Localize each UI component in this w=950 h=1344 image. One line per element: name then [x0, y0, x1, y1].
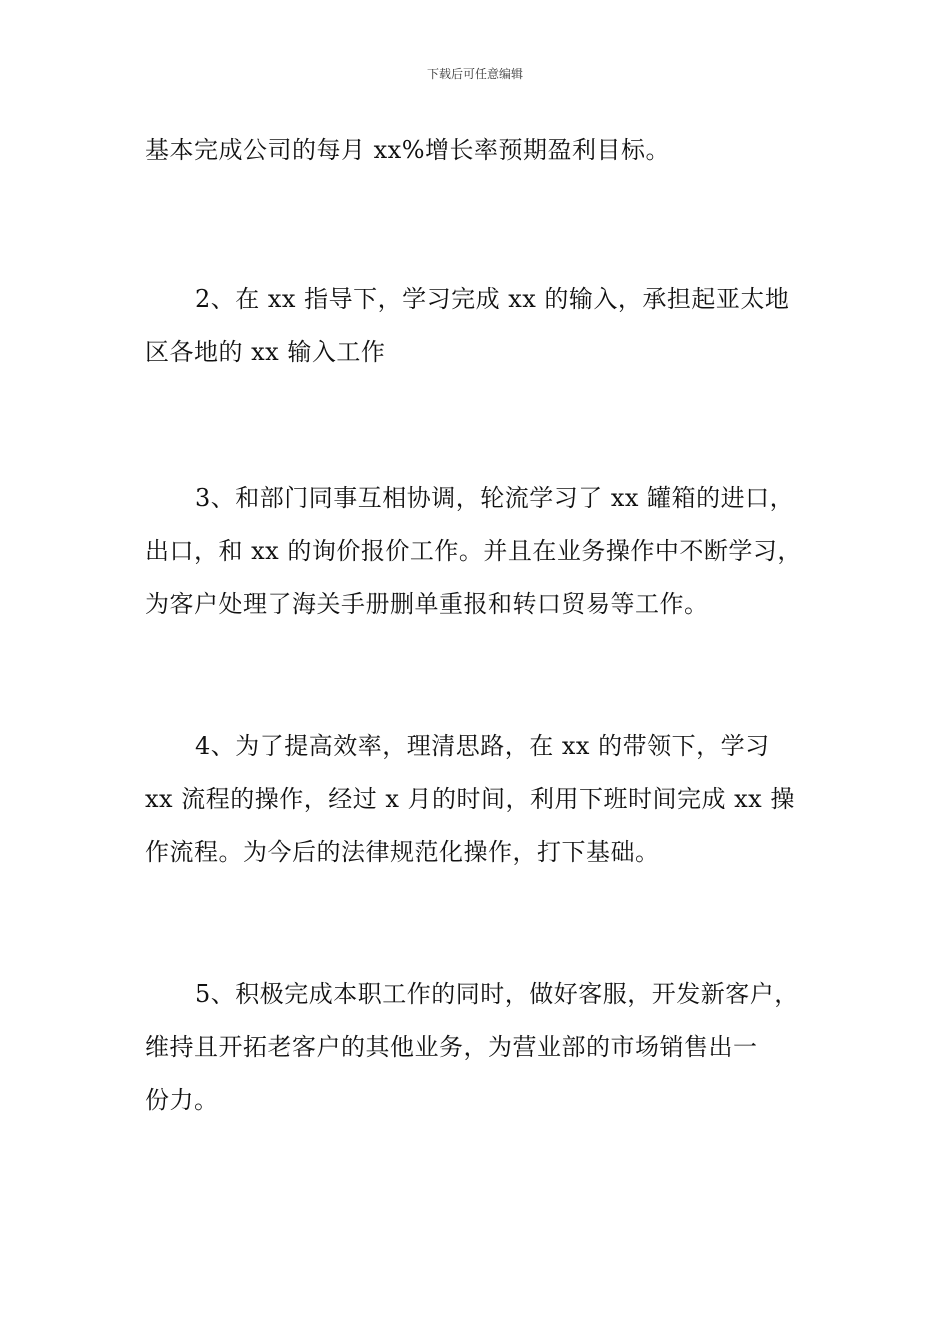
paragraph-line: 5、积极完成本职工作的同时，做好客服，开发新客户，	[195, 980, 799, 1008]
paragraph-line: 区各地的 xx 输入工作	[145, 338, 386, 366]
paragraph-line: 作流程。为今后的法律规范化操作，打下基础。	[145, 838, 660, 866]
paragraph-5	[145, 968, 825, 1127]
paragraph-1	[145, 124, 825, 177]
paragraph-line: 维持且开拓老客户的其他业务，为营业部的市场销售出一	[145, 1033, 758, 1061]
paragraph-line: xx 流程的操作，经过 x 月的时间，利用下班时间完成 xx 操	[145, 785, 795, 813]
paragraph-line: 3、和部门同事互相协调，轮流学习了 xx 罐箱的进口，	[195, 484, 795, 512]
paragraph-line: 份力。	[145, 1086, 219, 1114]
paragraph-line: 4、为了提高效率，理清思路，在 xx 的带领下，学习	[195, 732, 770, 760]
paragraph-line: 为客户处理了海关手册删单重报和转口贸易等工作。	[145, 590, 709, 618]
header-note: 下载后可任意编辑	[426, 67, 523, 81]
paragraph-line: 2、在 xx 指导下，学习完成 xx 的输入，承担起亚太地	[195, 285, 790, 313]
paragraph-line: 基本完成公司的每月 xx%增长率预期盈利目标。	[145, 136, 671, 164]
paragraph-4	[145, 720, 825, 879]
paragraph-3	[145, 472, 825, 631]
paragraph-2	[145, 273, 825, 379]
paragraph-line: 出口，和 xx 的询价报价工作。并且在业务操作中不断学习，	[145, 537, 802, 565]
